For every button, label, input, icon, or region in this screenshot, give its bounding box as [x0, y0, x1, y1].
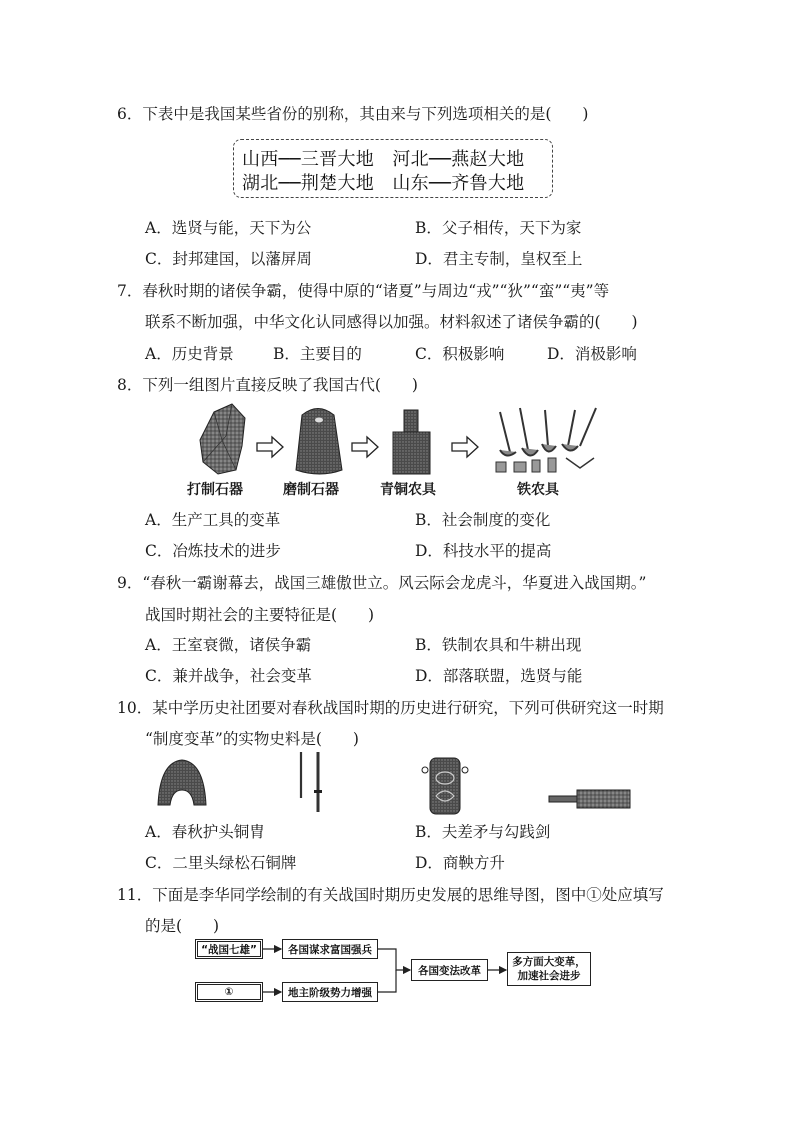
q10-option-b[interactable]: B．夫差矛与勾践剑 — [415, 823, 551, 841]
q8-option-a[interactable]: A．生产工具的变革 — [145, 511, 281, 529]
q7-option-c[interactable]: C．积极影响 — [415, 345, 505, 363]
q6-option-a[interactable]: A．选贤与能，天下为公 — [145, 219, 312, 237]
q7-stem-line1: 7．春秋时期的诸侯争霸，使得中原的“诸夏”与周边“戎”“狄”“蛮”“夷”等 — [117, 282, 610, 300]
q8-caption-chipped-stone: 打制石器 — [187, 482, 243, 498]
q11-stem-line1: 11．下面是李华同学绘制的有关战国时期历史发展的思维导图，图中①处应填写 — [117, 886, 664, 904]
mindmap-box-rich-strong: 各国谋求富国强兵 — [282, 939, 378, 959]
q8-caption-bronze-tool: 青铜农具 — [380, 482, 436, 498]
q7-stem-line2: 联系不断加强，中华文化认同感得以加强。材料叙述了诸侯争霸的( ) — [145, 313, 638, 331]
q9-option-d[interactable]: D．部落联盟，选贤与能 — [415, 667, 583, 685]
q6-option-b[interactable]: B．父子相传，天下为家 — [415, 219, 582, 237]
q7-option-b[interactable]: B．主要目的 — [273, 345, 362, 363]
q6-option-d[interactable]: D．君主专制，皇权至上 — [415, 250, 583, 268]
q10-stem-line1: 10．某中学历史社团要对春秋战国时期的历史进行研究，下列可供研究这一时期 — [117, 699, 664, 717]
q6-option-c[interactable]: C．封邦建国，以藩屏周 — [145, 250, 312, 268]
mindmap-box-blank-1[interactable]: ① — [195, 982, 263, 1002]
q6-table-row-1: 山西──三晋大地 河北──燕赵大地 — [242, 149, 525, 170]
q7-option-a[interactable]: A．历史背景 — [145, 345, 234, 363]
q9-option-c[interactable]: C．兼并战争，社会变革 — [145, 667, 312, 685]
q9-stem-line2: 战国时期社会的主要特征是( ) — [145, 606, 375, 624]
q8-caption-polished-stone: 磨制石器 — [283, 482, 339, 498]
q10-option-d[interactable]: D．商鞅方升 — [415, 854, 505, 872]
q6-stem: 6．下表中是我国某些省份的别称，其由来与下列选项相关的是( ) — [117, 105, 589, 123]
q8-caption-iron-tool: 铁农具 — [517, 482, 559, 498]
q10-stem-line2: “制度变革”的实物史料是( ) — [145, 730, 359, 748]
q8-stem: 8．下列一组图片直接反映了我国古代( ) — [117, 376, 418, 394]
mindmap-box-landlord-class: 地主阶级势力增强 — [282, 982, 378, 1002]
connector-line — [378, 970, 396, 992]
q9-stem-line1: 9．“春秋一霸谢幕去，战国三雄傲世立。风云际会龙虎斗，华夏进入战国期。” — [117, 574, 647, 592]
q8-option-c[interactable]: C．冶炼技术的进步 — [145, 542, 281, 560]
connector-arrow — [378, 949, 410, 970]
q8-option-b[interactable]: B．社会制度的变化 — [415, 511, 551, 529]
q6-table-row-2: 湖北──荆楚大地 山东──齐鲁大地 — [242, 173, 525, 194]
q10-option-a[interactable]: A．春秋护头铜胄 — [145, 823, 265, 841]
q7-option-d[interactable]: D．消极影响 — [547, 345, 637, 363]
mindmap-box-seven-states: “战国七雄” — [195, 939, 263, 959]
q9-option-b[interactable]: B．铁制农具和牛耕出现 — [415, 636, 582, 654]
q9-option-a[interactable]: A．王室衰微，诸侯争霸 — [145, 636, 312, 654]
mindmap-box-great-change-line2: 加速社会进步 — [517, 970, 581, 982]
mindmap-box-reforms: 各国变法改革 — [411, 959, 488, 981]
mindmap-box-great-change-line1: 多方面大变革， — [512, 956, 586, 968]
q11-stem-line2: 的是( ) — [145, 917, 220, 935]
q10-option-c[interactable]: C．二里头绿松石铜牌 — [145, 854, 297, 872]
q8-option-d[interactable]: D．科技水平的提高 — [415, 542, 552, 560]
